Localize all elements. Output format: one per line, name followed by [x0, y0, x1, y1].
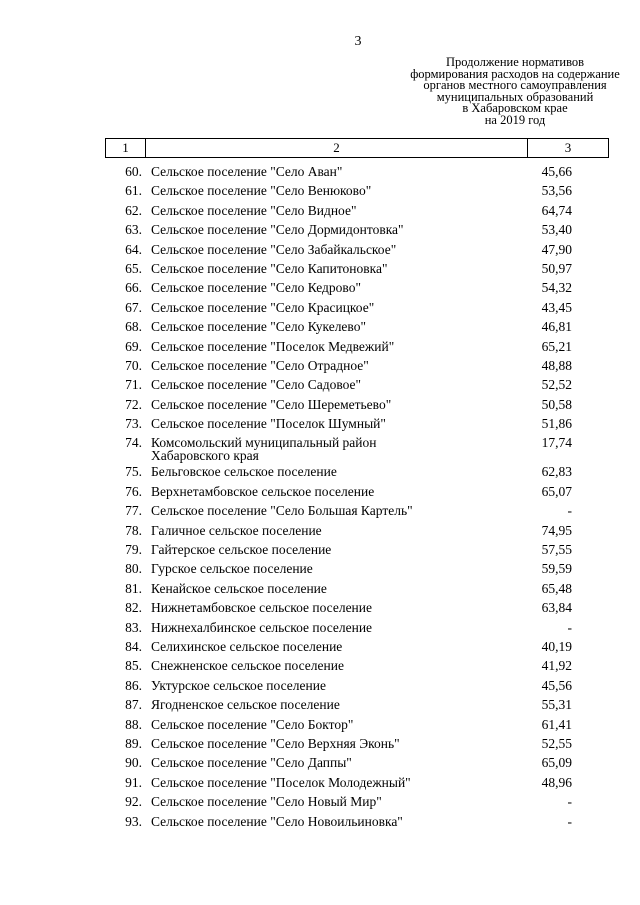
- row-value: 65,48: [541, 580, 572, 596]
- caption-line: формирования расходов на содержание: [410, 66, 620, 81]
- row-number: 71.: [125, 377, 142, 393]
- row-name: Сельское поселение "Село Кукелево": [151, 319, 366, 335]
- row-value: 64,74: [541, 202, 572, 218]
- row-name: Сельское поселение "Село Красицкое": [151, 299, 375, 315]
- table-row: [105, 240, 609, 259]
- row-name: Сельское поселение "Село Большая Картель": [151, 503, 413, 519]
- row-name: Уктурское сельское поселение: [151, 677, 326, 693]
- table-row: [105, 482, 609, 501]
- table-row: [105, 462, 609, 481]
- table-row: [105, 598, 609, 617]
- row-number: 75.: [125, 464, 142, 480]
- header-col-1: 1: [106, 139, 146, 157]
- row-number: 79.: [125, 542, 142, 558]
- row-value: 65,09: [541, 755, 572, 771]
- row-number: 64.: [125, 241, 142, 257]
- table-row: [105, 317, 609, 336]
- row-number: 70.: [125, 357, 142, 373]
- row-number: 83.: [125, 619, 142, 635]
- caption-line: в Хабаровском крае: [462, 101, 568, 115]
- row-name: Сельское поселение "Село Забайкальское": [151, 241, 397, 257]
- row-value: 55,31: [541, 697, 572, 713]
- row-number: 91.: [125, 774, 142, 790]
- row-value: 48,88: [541, 357, 572, 373]
- row-value: -: [567, 503, 572, 519]
- row-name: Сельское поселение "Село Новоильиновка": [151, 813, 403, 829]
- table-row: [105, 656, 609, 675]
- row-name: Сельское поселение "Село Отрадное": [151, 357, 369, 373]
- header-col-3: 3: [564, 140, 572, 155]
- row-number: 63.: [125, 222, 142, 238]
- row-name: Сельское поселение "Село Даппы": [151, 755, 352, 771]
- table-row: [105, 715, 609, 734]
- row-name: Галичное сельское поселение: [151, 522, 322, 538]
- table-row: [105, 792, 609, 811]
- row-name: Верхнетамбовское сельское поселение: [151, 483, 375, 499]
- table-row: [105, 676, 609, 695]
- row-number: 73.: [125, 416, 142, 432]
- row-value: 53,56: [541, 183, 572, 199]
- row-number: 72.: [125, 396, 142, 412]
- row-name: Нижнетамбовское сельское поселение: [151, 600, 372, 616]
- row-name: Сельское поселение "Село Садовое": [151, 377, 362, 393]
- table-caption: [380, 57, 640, 126]
- caption-line: муниципальных образований: [436, 89, 594, 104]
- row-number: 86.: [125, 677, 142, 693]
- row-number: 92.: [125, 794, 142, 810]
- row-name: Сельское поселение "Поселок Шумный": [151, 416, 386, 432]
- table-row: [105, 637, 609, 656]
- row-value: 57,55: [541, 542, 572, 558]
- table-row: [105, 356, 609, 375]
- row-name: Сельское поселение "Село Шереметьево": [151, 396, 392, 412]
- row-name: Гайтерское сельское поселение: [151, 542, 332, 558]
- table-row: [105, 559, 609, 578]
- row-number: 61.: [125, 183, 142, 199]
- row-value: 50,58: [541, 396, 572, 412]
- row-value: 46,81: [541, 319, 572, 335]
- row-number: 88.: [125, 716, 142, 732]
- row-number: 90.: [125, 755, 142, 771]
- row-value: 51,86: [541, 416, 572, 432]
- row-name: Сельское поселение "Село Новый Мир": [151, 794, 382, 810]
- row-number: 67.: [125, 299, 142, 315]
- table-row: [105, 278, 609, 297]
- row-name: Сельское поселение "Село Дормидонтовка": [151, 222, 404, 238]
- row-name: Бельговское сельское поселение: [151, 464, 337, 480]
- table-row: [105, 433, 609, 462]
- row-value: 61,41: [541, 716, 572, 732]
- row-value: 48,96: [541, 774, 572, 790]
- row-name: Нижнехалбинское сельское поселение: [151, 619, 373, 635]
- caption-line: органов местного самоуправления: [423, 78, 607, 92]
- row-name: Селихинское сельское поселение: [151, 638, 343, 654]
- row-name: Сельское поселение "Село Кедрово": [151, 280, 361, 296]
- row-value: 53,40: [541, 222, 572, 238]
- table-body: [105, 162, 609, 831]
- row-number: 60.: [125, 164, 142, 179]
- caption-line: Продолжение нормативов: [445, 55, 585, 69]
- row-value: 45,56: [541, 677, 572, 693]
- row-value: 63,84: [541, 600, 572, 616]
- row-value: 50,97: [541, 260, 572, 276]
- table-row: [105, 298, 609, 317]
- row-name: Снежненское сельское поселение: [151, 658, 344, 674]
- row-name: Сельское поселение "Село Видное": [151, 202, 357, 218]
- row-number: 69.: [125, 338, 142, 354]
- table-row: [105, 734, 609, 753]
- row-name: Комсомольский муниципальный район Хабаровского края: [151, 435, 377, 464]
- row-name: Сельское поселение "Село Аван": [151, 164, 343, 179]
- row-value: 47,90: [541, 241, 572, 257]
- row-value: 62,83: [541, 464, 572, 480]
- table-row: [105, 812, 609, 831]
- row-name: Гурское сельское поселение: [151, 561, 313, 577]
- row-number: 66.: [125, 280, 142, 296]
- table-row: [105, 220, 609, 239]
- table-row: [105, 540, 609, 559]
- row-number: 74.: [125, 435, 142, 451]
- row-name: Сельское поселение "Село Капитоновка": [151, 260, 388, 276]
- row-number: 81.: [125, 580, 142, 596]
- row-value: 52,52: [541, 377, 572, 393]
- row-value: 74,95: [541, 522, 572, 538]
- table-row: [105, 618, 609, 637]
- row-value: 54,32: [541, 280, 572, 296]
- table-row: [105, 695, 609, 714]
- table-row: [105, 521, 609, 540]
- caption-line: на 2019 год: [484, 112, 546, 127]
- table-row: [105, 753, 609, 772]
- table-row: [105, 337, 609, 356]
- row-value: -: [567, 813, 572, 829]
- row-name: Сельское поселение "Поселок Медвежий": [151, 338, 395, 354]
- row-value: 59,59: [541, 561, 572, 577]
- table-row: [105, 181, 609, 200]
- row-number: 80.: [125, 561, 142, 577]
- table-row: [105, 259, 609, 278]
- table-row: [105, 201, 609, 220]
- table-row: [105, 501, 609, 520]
- row-value: 40,19: [541, 638, 572, 654]
- row-value: -: [567, 619, 572, 635]
- row-value: 65,21: [541, 338, 572, 354]
- row-number: 62.: [125, 202, 142, 218]
- table-row: [105, 579, 609, 598]
- row-number: 82.: [125, 600, 142, 616]
- table-row: [105, 375, 609, 394]
- row-value: 17,74: [541, 435, 572, 451]
- table-row: [105, 395, 609, 414]
- row-value: -: [567, 794, 572, 810]
- row-number: 93.: [125, 813, 142, 829]
- row-number: 87.: [125, 697, 142, 713]
- row-name: Кенайское сельское поселение: [151, 580, 327, 596]
- row-number: 65.: [125, 260, 142, 276]
- row-name: Сельское поселение "Село Верхняя Эконь": [151, 735, 400, 751]
- row-value: 45,66: [541, 164, 572, 179]
- table-row: [105, 162, 609, 181]
- row-name: Сельское поселение "Село Венюково": [151, 183, 372, 199]
- table-row: [105, 414, 609, 433]
- row-number: 85.: [125, 658, 142, 674]
- table-header: [105, 138, 609, 158]
- row-name: Ягодненское сельское поселение: [151, 697, 340, 713]
- row-number: 84.: [125, 638, 142, 654]
- row-number: 78.: [125, 522, 142, 538]
- row-number: 77.: [125, 503, 142, 519]
- table-row: [105, 773, 609, 792]
- row-name: Сельское поселение "Село Боктор": [151, 716, 354, 732]
- page-number: 3: [354, 34, 362, 49]
- header-col-2: 2: [146, 139, 528, 157]
- row-number: 68.: [125, 319, 142, 335]
- row-value: 41,92: [541, 658, 572, 674]
- row-number: 89.: [125, 735, 142, 751]
- row-name: Сельское поселение "Поселок Молодежный": [151, 774, 411, 790]
- row-number: 76.: [125, 483, 142, 499]
- row-value: 43,45: [541, 299, 572, 315]
- row-value: 65,07: [541, 483, 572, 499]
- row-value: 52,55: [541, 735, 572, 751]
